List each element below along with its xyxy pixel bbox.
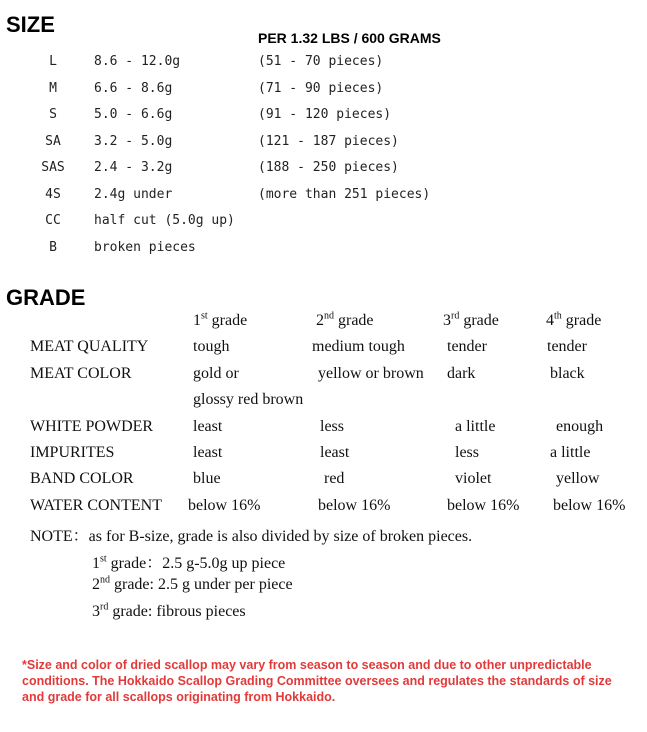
size-code: 4S [45,187,61,202]
grade-cell: red [324,470,345,487]
grade-column-header: 3rd grade [443,310,499,329]
grade-cell: yellow [556,470,600,487]
grade-cell: a little [455,418,496,435]
grade-cell: black [550,365,585,382]
grade-note: NOTE：as for B-size, grade is also divided by size of broken pieces. [30,528,473,545]
grade-heading: GRADE [6,285,86,310]
size-weight: 8.6 - 12.0g [94,54,181,69]
grade-cell: dark [447,365,476,382]
grade-cell: enough [556,418,604,435]
size-pieces: (more than 251 pieces) [258,187,431,202]
grade-row-label: WHITE POWDER [30,418,154,435]
grade-cell: tender [447,338,487,355]
grade-cell: tender [547,338,587,355]
size-code: CC [45,213,61,228]
size-pieces: (71 - 90 pieces) [258,81,384,96]
grade-cell: yellow or brown [318,365,424,382]
grade-cell: less [320,418,344,435]
grade-cell: medium tough [312,338,405,355]
size-code: SA [45,134,61,149]
grade-cell: below 16% [188,497,261,514]
grade-column-header: 2nd grade [316,310,374,329]
size-weight: broken pieces [94,240,196,255]
grade-cell: less [455,444,479,461]
disclaimer-footnote: *Size and color of dried scallop may vary from season to season and due to other unpredictable conditions. The Hokkaido Scallop Grading Committee oversees and regulates the standards of size and grade for all scallops originating from Hokkaido. [22,658,612,704]
grade-cell-continuation: glossy red brown [193,391,304,408]
size-code: M [49,81,57,96]
per-weight-label: PER 1.32 LBS / 600 GRAMS [258,30,441,46]
grade-column-header: 1st grade [193,310,248,329]
size-pieces: (91 - 120 pieces) [258,107,392,122]
grade-row-label: BAND COLOR [30,470,134,487]
grade-cell: a little [550,444,591,461]
size-weight: half cut (5.0g up) [94,213,235,228]
size-code: L [49,54,57,69]
size-pieces: (188 - 250 pieces) [258,160,399,175]
size-heading: SIZE [6,12,55,37]
grade-cell: violet [455,470,492,487]
grade-row-label: IMPURITES [30,444,115,461]
size-pieces: (121 - 187 pieces) [258,134,399,149]
grade-cell: least [193,418,223,435]
grade-cell: least [193,444,223,461]
size-code: B [49,240,57,255]
grade-cell: blue [193,470,221,487]
grade-cell: below 16% [318,497,391,514]
grade-cell: gold or [193,365,239,382]
size-pieces: (51 - 70 pieces) [258,54,384,69]
size-weight: 5.0 - 6.6g [94,107,173,122]
size-weight: 6.6 - 8.6g [94,81,173,96]
size-weight: 2.4g under [94,187,173,202]
note-item: 3rd grade: fibrous pieces [92,601,246,620]
note-item: 2nd grade: 2.5 g under per piece [92,574,293,593]
grade-cell: tough [193,338,230,355]
grade-row-label: MEAT QUALITY [30,338,149,355]
grade-row-label: WATER CONTENT [30,497,162,514]
grade-cell: least [320,444,350,461]
note-item: 1st grade：2.5 g-5.0g up piece [92,553,286,572]
grade-row-label: MEAT COLOR [30,365,132,382]
grade-cell: below 16% [447,497,520,514]
size-code: SAS [41,160,65,175]
grade-column-header: 4th grade [546,310,602,329]
size-code: S [49,107,57,122]
grade-cell: below 16% [553,497,626,514]
size-weight: 3.2 - 5.0g [94,134,173,149]
size-weight: 2.4 - 3.2g [94,160,173,175]
